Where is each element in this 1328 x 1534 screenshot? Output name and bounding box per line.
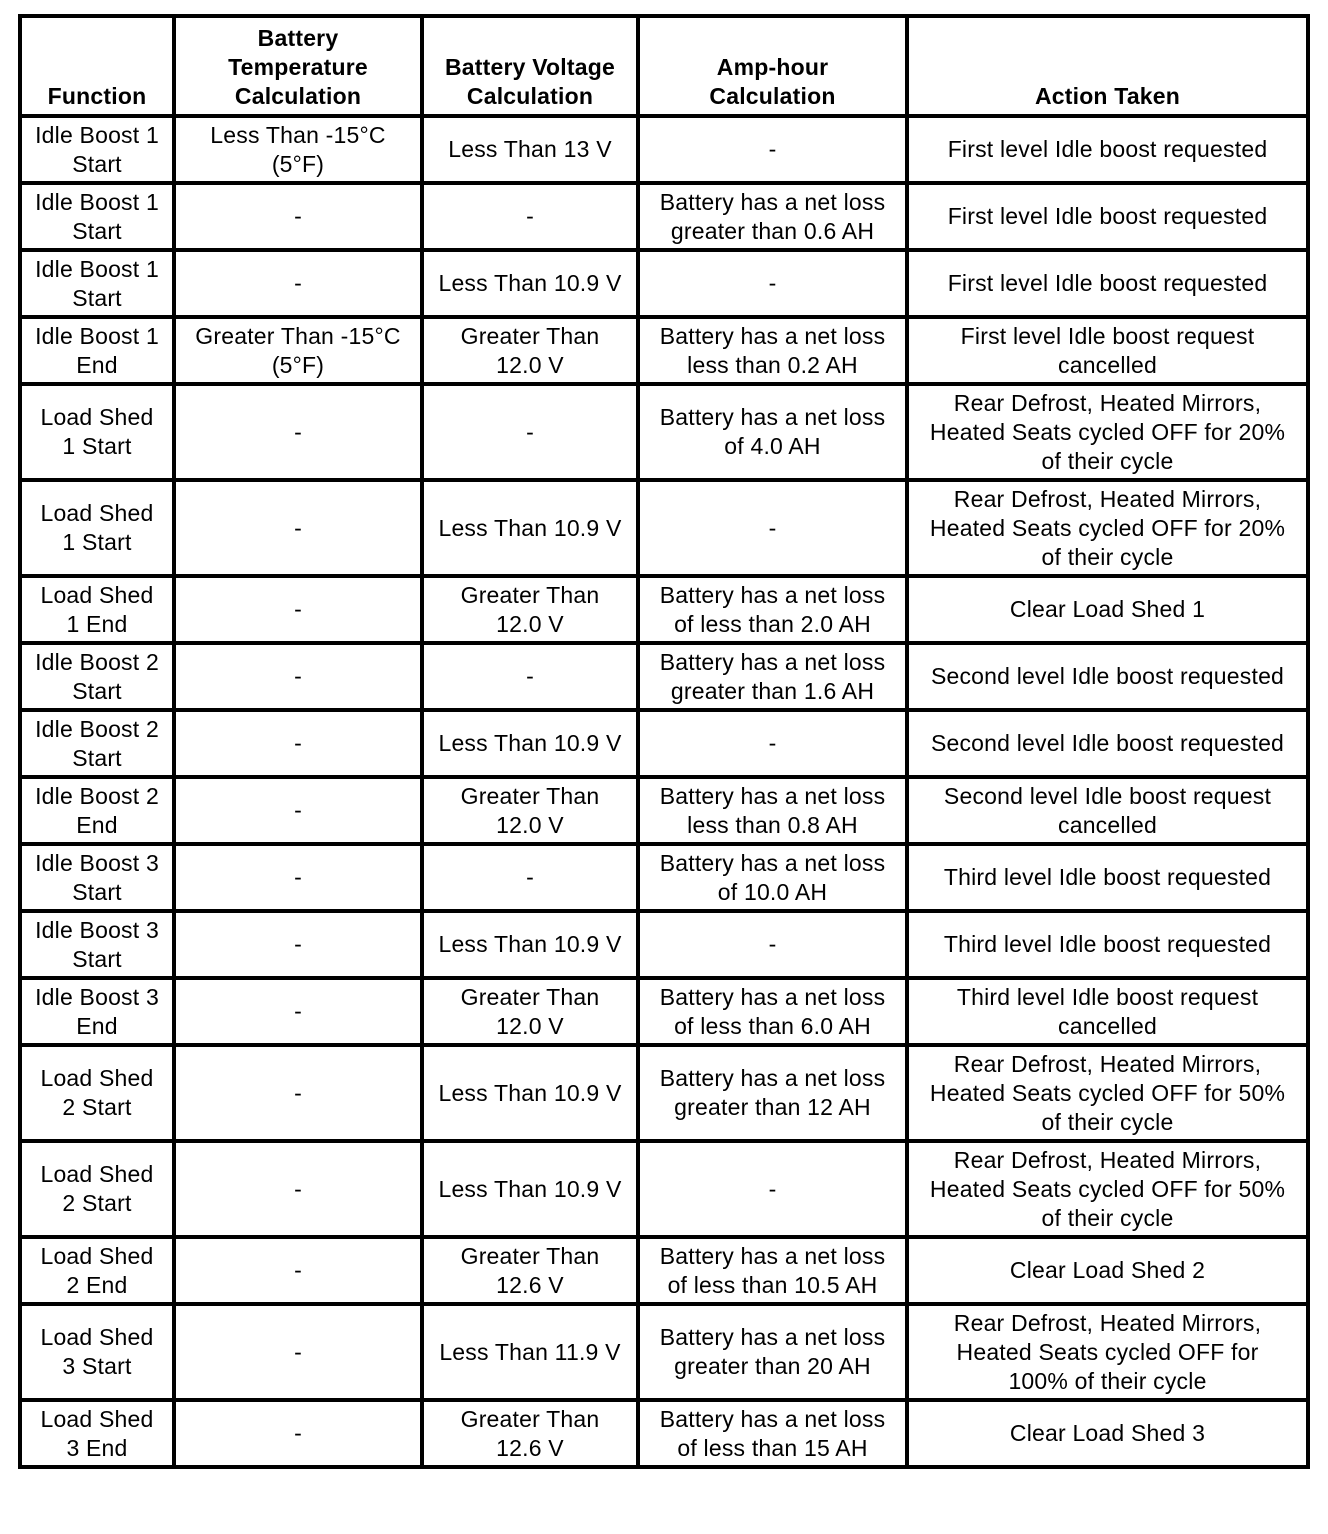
- temperature-cell: [174, 317, 422, 384]
- function-cell-text: Idle Boost 1 Start: [35, 188, 159, 244]
- table-row: [20, 710, 1308, 777]
- function-cell-text: Idle Boost 3 End: [35, 983, 159, 1039]
- action-cell: [907, 710, 1308, 777]
- action-cell: [907, 116, 1308, 183]
- amp-hour-cell: [638, 250, 907, 317]
- action-cell-text: Rear Defrost, Heated Mirrors, Heated Seats cycled OFF for 20% of their cycle: [929, 389, 1286, 474]
- function-cell: [20, 1045, 174, 1141]
- action-cell-text: Third level Idle boost requested: [943, 931, 1272, 957]
- voltage-cell-text: Greater Than 12.0 V: [460, 322, 600, 378]
- voltage-cell-text: -: [526, 663, 534, 689]
- action-cell: [907, 1141, 1308, 1237]
- temperature-cell: [174, 710, 422, 777]
- function-cell-text: Idle Boost 2 End: [35, 782, 159, 838]
- temperature-cell: [174, 480, 422, 576]
- action-cell: [907, 1304, 1308, 1400]
- temperature-cell: [174, 576, 422, 643]
- function-cell: [20, 576, 174, 643]
- voltage-cell-text: Less Than 11.9 V: [439, 1338, 621, 1365]
- amp-hour-cell-text: Battery has a net loss less than 0.2 AH: [659, 322, 886, 378]
- action-cell: [907, 317, 1308, 384]
- temperature-cell-text: -: [294, 1257, 302, 1283]
- voltage-cell: [422, 1237, 638, 1304]
- amp-hour-cell-text: Battery has a net loss greater than 20 AH: [659, 1324, 886, 1379]
- header-battery-temperature: Battery Temperature Calculation: [174, 16, 422, 116]
- amp-hour-cell-text: Battery has a net loss of less than 6.0 AH: [659, 983, 886, 1039]
- voltage-cell: [422, 777, 638, 844]
- temperature-cell-text: -: [294, 514, 302, 541]
- temperature-cell: [174, 1304, 422, 1400]
- amp-hour-cell-text: Battery has a net loss greater than 12 AH: [659, 1065, 886, 1120]
- voltage-cell-text: Greater Than 12.6 V: [460, 1242, 600, 1298]
- action-cell: [907, 777, 1308, 844]
- voltage-cell-text: Less Than 10.9 V: [438, 931, 622, 957]
- amp-hour-cell: [638, 710, 907, 777]
- temperature-cell-text: -: [294, 270, 302, 296]
- action-cell: [907, 978, 1308, 1045]
- function-cell-text: Idle Boost 1 End: [35, 322, 159, 378]
- function-cell-text: Load Shed 1 End: [40, 581, 154, 637]
- table-row: [20, 183, 1308, 250]
- temperature-cell-text: -: [294, 418, 302, 445]
- header-function: Function: [20, 16, 174, 116]
- function-cell: [20, 1304, 174, 1400]
- function-cell: [20, 1400, 174, 1467]
- action-cell-text: Rear Defrost, Heated Mirrors, Heated Seats cycled OFF for 50% of their cycle: [929, 1050, 1286, 1135]
- function-cell: [20, 384, 174, 480]
- amp-hour-cell: [638, 576, 907, 643]
- temperature-cell-text: -: [294, 1175, 302, 1202]
- amp-hour-cell-text: -: [768, 270, 777, 296]
- voltage-cell-text: Greater Than 12.0 V: [460, 782, 600, 838]
- function-cell: [20, 317, 174, 384]
- temperature-cell-text: -: [294, 1079, 302, 1106]
- amp-hour-cell-text: -: [768, 136, 777, 162]
- header-row: [20, 16, 1308, 116]
- table-row: [20, 384, 1308, 480]
- function-cell: [20, 1237, 174, 1304]
- header-action-taken: Action Taken: [907, 16, 1308, 116]
- amp-hour-cell-text: -: [768, 931, 777, 957]
- table-row: [20, 777, 1308, 844]
- function-cell-text: Idle Boost 2 Start: [35, 715, 159, 771]
- table-row: [20, 1141, 1308, 1237]
- temperature-cell: [174, 1237, 422, 1304]
- amp-hour-cell-text: Battery has a net loss of less than 15 AH: [659, 1405, 886, 1461]
- table-row: [20, 978, 1308, 1045]
- table-row: [20, 480, 1308, 576]
- table-row: [20, 1304, 1308, 1400]
- voltage-cell: [422, 1400, 638, 1467]
- temperature-cell-text: Less Than -15°C (5°F): [210, 121, 386, 177]
- action-cell-text: Second level Idle boost requested: [930, 730, 1285, 756]
- temperature-cell: [174, 844, 422, 911]
- temperature-cell: [174, 183, 422, 250]
- action-cell-text: First level Idle boost requested: [947, 203, 1268, 229]
- temperature-cell-text: -: [294, 1420, 302, 1446]
- action-cell-text: First level Idle boost requested: [947, 136, 1268, 162]
- amp-hour-cell: [638, 1237, 907, 1304]
- temperature-cell: [174, 978, 422, 1045]
- voltage-cell-text: -: [526, 203, 534, 229]
- voltage-cell: [422, 250, 638, 317]
- temperature-cell: [174, 384, 422, 480]
- amp-hour-cell-text: Battery has a net loss of 4.0 AH: [659, 404, 886, 459]
- voltage-cell: [422, 183, 638, 250]
- temperature-cell-text: Greater Than -15°C (5°F): [195, 322, 401, 378]
- voltage-cell-text: Less Than 10.9 V: [438, 730, 622, 756]
- voltage-cell: [422, 1045, 638, 1141]
- amp-hour-cell-text: -: [768, 730, 777, 756]
- voltage-cell-text: Less Than 10.9 V: [438, 1175, 622, 1202]
- table-body: [20, 116, 1308, 1467]
- action-cell: [907, 643, 1308, 710]
- amp-hour-cell-text: -: [768, 514, 777, 541]
- amp-hour-cell: [638, 1400, 907, 1467]
- voltage-cell: [422, 844, 638, 911]
- voltage-cell-text: Greater Than 12.6 V: [460, 1405, 600, 1461]
- voltage-cell-text: -: [526, 418, 534, 445]
- amp-hour-cell-text: Battery has a net loss of 10.0 AH: [659, 849, 886, 905]
- amp-hour-cell: [638, 384, 907, 480]
- amp-hour-cell: [638, 777, 907, 844]
- action-cell: [907, 183, 1308, 250]
- amp-hour-cell: [638, 911, 907, 978]
- table-row: [20, 1045, 1308, 1141]
- table-row: [20, 116, 1308, 183]
- action-cell: [907, 384, 1308, 480]
- action-cell-text: Rear Defrost, Heated Mirrors, Heated Seats cycled OFF for 50% of their cycle: [929, 1146, 1286, 1231]
- function-cell-text: Load Shed 3 End: [40, 1405, 154, 1461]
- action-cell-text: Clear Load Shed 1: [1009, 596, 1206, 622]
- function-cell-text: Idle Boost 1 Start: [35, 255, 159, 311]
- function-cell: [20, 116, 174, 183]
- function-cell-text: Idle Boost 3 Start: [35, 916, 159, 972]
- function-cell: [20, 480, 174, 576]
- action-cell-text: Second level Idle boost request cancelled: [943, 782, 1272, 838]
- function-cell: [20, 978, 174, 1045]
- function-cell: [20, 183, 174, 250]
- table-row: [20, 1400, 1308, 1467]
- temperature-cell-text: -: [294, 998, 302, 1024]
- function-cell-text: Load Shed 1 Start: [40, 404, 154, 459]
- voltage-cell: [422, 1141, 638, 1237]
- function-cell: [20, 777, 174, 844]
- action-cell-text: Third level Idle boost requested: [943, 864, 1272, 890]
- amp-hour-cell: [638, 116, 907, 183]
- temperature-cell-text: -: [294, 596, 302, 622]
- amp-hour-cell: [638, 1045, 907, 1141]
- action-cell-text: Rear Defrost, Heated Mirrors, Heated Seats cycled OFF for 100% of their cycle: [953, 1309, 1262, 1394]
- amp-hour-cell: [638, 978, 907, 1045]
- voltage-cell: [422, 116, 638, 183]
- function-cell-text: Load Shed 1 Start: [40, 500, 154, 555]
- voltage-cell-text: Less Than 10.9 V: [438, 1079, 622, 1106]
- temperature-cell: [174, 1045, 422, 1141]
- voltage-cell: [422, 911, 638, 978]
- voltage-cell: [422, 576, 638, 643]
- action-cell: [907, 1045, 1308, 1141]
- action-cell-text: First level Idle boost requested: [947, 270, 1268, 296]
- amp-hour-cell: [638, 844, 907, 911]
- header-amp-hour: Amp-hour Calculation: [638, 16, 907, 116]
- amp-hour-cell-text: Battery has a net loss greater than 1.6 AH: [659, 648, 886, 704]
- action-cell-text: First level Idle boost request cancelled: [960, 322, 1255, 378]
- action-cell: [907, 1237, 1308, 1304]
- temperature-cell: [174, 643, 422, 710]
- function-cell: [20, 643, 174, 710]
- action-cell-text: Clear Load Shed 3: [1009, 1420, 1206, 1446]
- action-cell-text: Clear Load Shed 2: [1009, 1257, 1206, 1283]
- temperature-cell: [174, 1400, 422, 1467]
- voltage-cell: [422, 643, 638, 710]
- function-cell: [20, 1141, 174, 1237]
- action-cell-text: Third level Idle boost request cancelled: [956, 983, 1259, 1039]
- table-row: [20, 844, 1308, 911]
- voltage-cell-text: Less Than 10.9 V: [438, 270, 622, 296]
- function-cell-text: Load Shed 3 Start: [40, 1324, 154, 1379]
- voltage-cell-text: -: [526, 864, 534, 890]
- amp-hour-cell: [638, 1141, 907, 1237]
- voltage-cell: [422, 480, 638, 576]
- action-cell: [907, 480, 1308, 576]
- battery-management-table: [18, 14, 1310, 1469]
- temperature-cell-text: -: [294, 730, 302, 756]
- table-row: [20, 1237, 1308, 1304]
- temperature-cell-text: -: [294, 663, 302, 689]
- voltage-cell: [422, 384, 638, 480]
- amp-hour-cell-text: Battery has a net loss greater than 0.6 AH: [659, 188, 886, 244]
- function-cell-text: Idle Boost 3 Start: [35, 849, 159, 905]
- function-cell-text: Load Shed 2 End: [40, 1242, 154, 1298]
- temperature-cell-text: -: [294, 797, 302, 823]
- function-cell: [20, 844, 174, 911]
- action-cell: [907, 1400, 1308, 1467]
- action-cell: [907, 911, 1308, 978]
- table-row: [20, 911, 1308, 978]
- temperature-cell-text: -: [294, 864, 302, 890]
- temperature-cell: [174, 1141, 422, 1237]
- amp-hour-cell: [638, 317, 907, 384]
- action-cell: [907, 250, 1308, 317]
- voltage-cell: [422, 710, 638, 777]
- voltage-cell: [422, 317, 638, 384]
- function-cell: [20, 911, 174, 978]
- amp-hour-cell: [638, 480, 907, 576]
- temperature-cell-text: -: [294, 1338, 302, 1365]
- amp-hour-cell-text: Battery has a net loss less than 0.8 AH: [659, 782, 886, 838]
- amp-hour-cell-text: Battery has a net loss of less than 2.0 AH: [659, 581, 886, 637]
- voltage-cell-text: Less Than 10.9 V: [438, 514, 622, 541]
- action-cell-text: Second level Idle boost requested: [930, 663, 1285, 689]
- table-row: [20, 576, 1308, 643]
- voltage-cell: [422, 978, 638, 1045]
- function-cell-text: Idle Boost 1 Start: [35, 121, 159, 177]
- header-battery-voltage: Battery Voltage Calculation: [422, 16, 638, 116]
- function-cell-text: Load Shed 2 Start: [40, 1161, 154, 1216]
- function-cell-text: Load Shed 2 Start: [40, 1065, 154, 1120]
- action-cell: [907, 844, 1308, 911]
- temperature-cell: [174, 250, 422, 317]
- temperature-cell: [174, 777, 422, 844]
- voltage-cell-text: Less Than 13 V: [448, 136, 612, 162]
- table-row: [20, 250, 1308, 317]
- amp-hour-cell-text: Battery has a net loss of less than 10.5 AH: [659, 1242, 886, 1298]
- voltage-cell: [422, 1304, 638, 1400]
- function-cell-text: Idle Boost 2 Start: [35, 648, 159, 704]
- temperature-cell-text: -: [294, 203, 302, 229]
- action-cell-text: Rear Defrost, Heated Mirrors, Heated Seats cycled OFF for 20% of their cycle: [929, 485, 1286, 570]
- function-cell: [20, 710, 174, 777]
- temperature-cell: [174, 116, 422, 183]
- amp-hour-cell: [638, 183, 907, 250]
- temperature-cell-text: -: [294, 931, 302, 957]
- function-cell: [20, 250, 174, 317]
- voltage-cell-text: Greater Than 12.0 V: [460, 581, 600, 637]
- amp-hour-cell-text: -: [768, 1175, 777, 1202]
- table-row: [20, 317, 1308, 384]
- voltage-cell-text: Greater Than 12.0 V: [460, 983, 600, 1039]
- amp-hour-cell: [638, 643, 907, 710]
- action-cell: [907, 576, 1308, 643]
- amp-hour-cell: [638, 1304, 907, 1400]
- temperature-cell: [174, 911, 422, 978]
- table-row: [20, 643, 1308, 710]
